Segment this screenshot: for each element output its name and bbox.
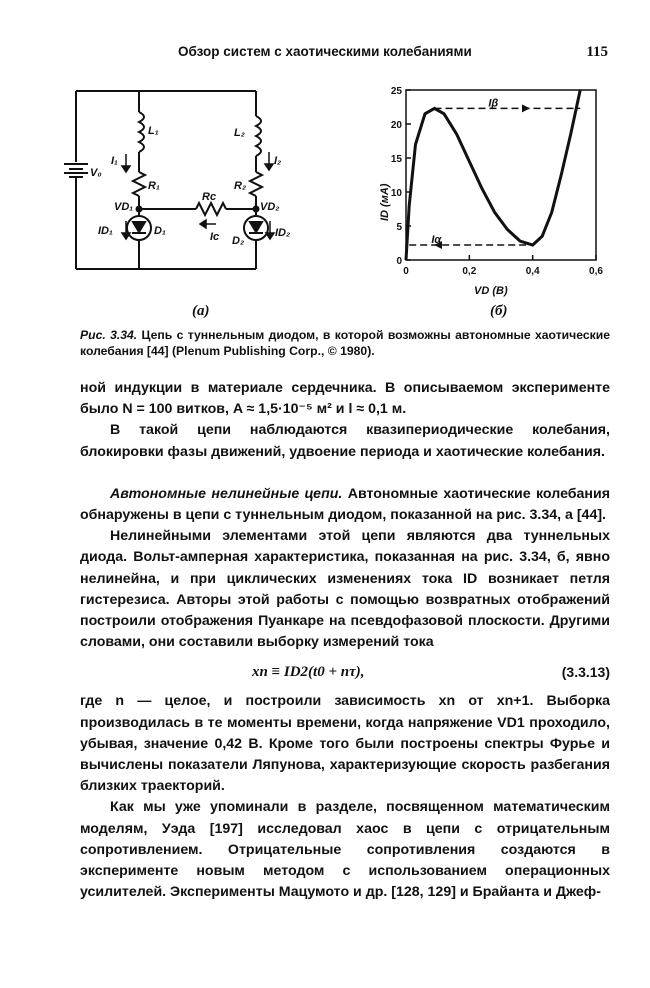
label-i2: I₂ bbox=[274, 155, 282, 167]
x-tick-label: 0,6 bbox=[589, 266, 603, 277]
figure-3-34 bbox=[56, 76, 616, 326]
label-rc: Rc bbox=[202, 191, 217, 203]
y-tick-label: 5 bbox=[396, 222, 402, 233]
label-l2: L₂ bbox=[234, 127, 245, 139]
label-v0: V₀ bbox=[90, 167, 102, 179]
x-tick-label: 0,2 bbox=[462, 266, 477, 277]
label-r2: R₂ bbox=[234, 180, 247, 192]
equation-number: (3.3.13) bbox=[561, 664, 610, 681]
x-axis-ticks bbox=[403, 255, 603, 277]
paragraph-3-heading: Автономные нелинейные цепи. bbox=[110, 485, 343, 502]
resistor-r1 bbox=[133, 172, 145, 196]
label-r1: R₁ bbox=[148, 180, 160, 192]
running-title: Обзор систем с хаотическими колебаниями bbox=[178, 44, 472, 59]
label-vd2: VD₂ bbox=[260, 201, 280, 213]
label-id2: ID₂ bbox=[275, 227, 291, 239]
paragraph-5: где n — целое, и построили зависимость xn от xn+1. Выборка производилась в те моменты времени, когда напряжение VD1 проходило, убывая, значение 0,42 В. Кроме того были построены спектры Фурье и вычислены показатели Ляпунова, характеризующие скорость разбегания близких траекторий. bbox=[80, 693, 610, 795]
resistor-r2 bbox=[250, 172, 262, 196]
hysteresis-arrow bbox=[522, 104, 530, 112]
figure-caption bbox=[80, 327, 610, 359]
label-d1: D₁ bbox=[154, 225, 166, 237]
paragraph-6: Как мы уже упоминали в разделе, посвященном математическим моделям, Уэда [197] исследовал хаос в цепи с отрицательным сопротивлением. Отрицательные сопротивления создаются в эксперименте новым методом с использованием операционных усилителей. Эксперименты Мацумото и др. [128, 129] и Брайанта и Джеф- bbox=[80, 799, 610, 901]
body-text bbox=[80, 378, 610, 903]
equation-3-3-13 bbox=[80, 653, 610, 691]
inductor-l2 bbox=[256, 116, 261, 156]
label-l1: L₁ bbox=[148, 125, 159, 137]
y-tick-label: 20 bbox=[390, 120, 402, 131]
paragraph-2: В такой цепи наблюдаются квазипериодические колебания, блокировки фазы движений, удвоение периода и хаотические колебания. bbox=[80, 422, 610, 460]
label-vd1: VD₁ bbox=[114, 201, 134, 213]
label-id1: ID₁ bbox=[98, 225, 113, 237]
iv-plot bbox=[379, 86, 603, 297]
x-tick-label: 0,4 bbox=[525, 266, 540, 277]
caption-label: Рис. 3.34. bbox=[80, 328, 138, 342]
y-tick-label: 10 bbox=[390, 188, 402, 199]
x-axis-label: VD (В) bbox=[474, 285, 508, 297]
subfigure-label-a: (а) bbox=[192, 303, 210, 319]
figure-drawing bbox=[56, 76, 616, 326]
paragraph-4: Нелинейными элементами этой цепи являются два туннельных диода. Вольт-амперная характеристика, показанная на рис. 3.34, б, явно нелинейна, и при циклических изменениях тока ID возникает петля гистерезиса. Авторы этой работы с помощью возвратных отображений построили отображения Пуанкаре на псевдофазовой плоскости. Другими словами, они составили выборку измерений тока bbox=[80, 528, 610, 651]
paragraph-3 bbox=[80, 484, 610, 526]
y-axis-label: ID (мА) bbox=[379, 183, 391, 221]
current-arrows bbox=[122, 152, 274, 239]
hysteresis-label: Iα bbox=[431, 234, 442, 247]
paragraph-1: ной индукции в материале сердечника. В описываемом эксперименте было N = 100 витков, A ≈ 1,5·10⁻⁵ м² и l ≈ 0,1 м. bbox=[80, 380, 610, 418]
label-i1: I₁ bbox=[111, 155, 118, 167]
hysteresis-lines bbox=[409, 97, 580, 249]
inductor-l1 bbox=[139, 112, 144, 152]
subfigure-label-b: (б) bbox=[490, 303, 508, 319]
running-header bbox=[178, 44, 608, 64]
hysteresis-label: Iβ bbox=[488, 97, 499, 110]
page-number: 115 bbox=[586, 44, 608, 60]
resistor-rc bbox=[196, 203, 226, 215]
y-tick-label: 15 bbox=[390, 154, 402, 165]
label-d2: D₂ bbox=[232, 235, 245, 247]
y-tick-label: 0 bbox=[396, 256, 402, 267]
label-ic: Ic bbox=[210, 231, 220, 243]
x-tick-label: 0 bbox=[403, 266, 409, 277]
paragraph-3-text: Автономные хаотические колебания обнаружены в цепи с туннельным диодом, показанной на рис. 3.34, а [44]. bbox=[80, 485, 610, 524]
caption-text: Цепь с туннельным диодом, в которой возможны автономные хаотические колебания [44] (Plenum Publishing Corp., © 1980). bbox=[80, 328, 610, 358]
equation-formula: xn ≡ ID2(t0 + nτ), bbox=[252, 664, 365, 681]
y-tick-label: 25 bbox=[390, 86, 402, 97]
